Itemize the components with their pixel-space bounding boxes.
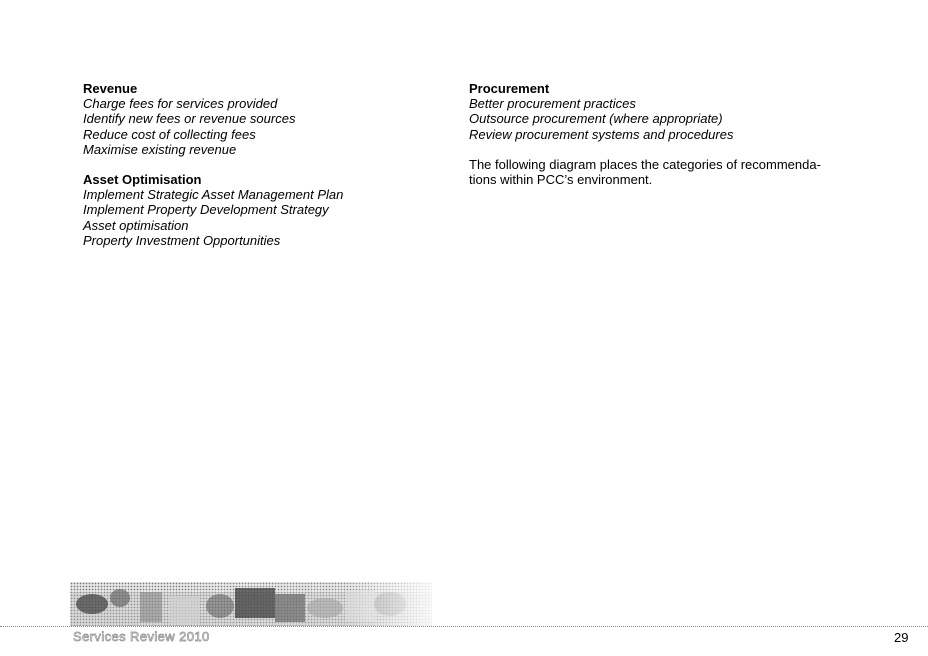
asset-optimisation-item: Implement Property Development Strategy <box>83 202 329 218</box>
left-column <box>83 81 443 248</box>
procurement-heading: Procurement <box>469 81 550 96</box>
paragraph-line: tions within PCC’s environment. <box>469 172 653 188</box>
procurement-section <box>469 81 839 142</box>
asset-optimisation-item: Asset optimisation <box>83 217 189 233</box>
procurement-item: Review procurement systems and procedures <box>469 126 734 142</box>
right-column <box>469 81 839 187</box>
revenue-heading: Revenue <box>83 81 138 96</box>
footer-title: Services Review 2010 <box>73 629 210 644</box>
paragraph-line: The following diagram places the categories of recommenda- <box>469 156 821 172</box>
revenue-section <box>83 81 443 157</box>
footer-divider <box>0 626 928 627</box>
procurement-item: Outsource procurement (where appropriate) <box>469 111 723 127</box>
asset-optimisation-item: Property Investment Opportunities <box>83 232 281 248</box>
revenue-item: Identify new fees or revenue sources <box>83 111 296 127</box>
footer-photo-banner <box>70 582 432 626</box>
page-number: 29 <box>894 630 909 645</box>
diagram-intro-paragraph <box>469 157 839 187</box>
asset-optimisation-heading: Asset Optimisation <box>83 172 202 188</box>
revenue-item: Reduce cost of collecting fees <box>83 126 256 142</box>
asset-optimisation-section <box>83 172 443 248</box>
photo-collage-image <box>70 582 432 626</box>
procurement-item: Better procurement practices <box>469 96 636 112</box>
revenue-item: Charge fees for services provided <box>83 96 278 112</box>
revenue-item: Maximise existing revenue <box>83 141 237 157</box>
asset-optimisation-item: Implement Strategic Asset Management Plan <box>83 187 344 203</box>
